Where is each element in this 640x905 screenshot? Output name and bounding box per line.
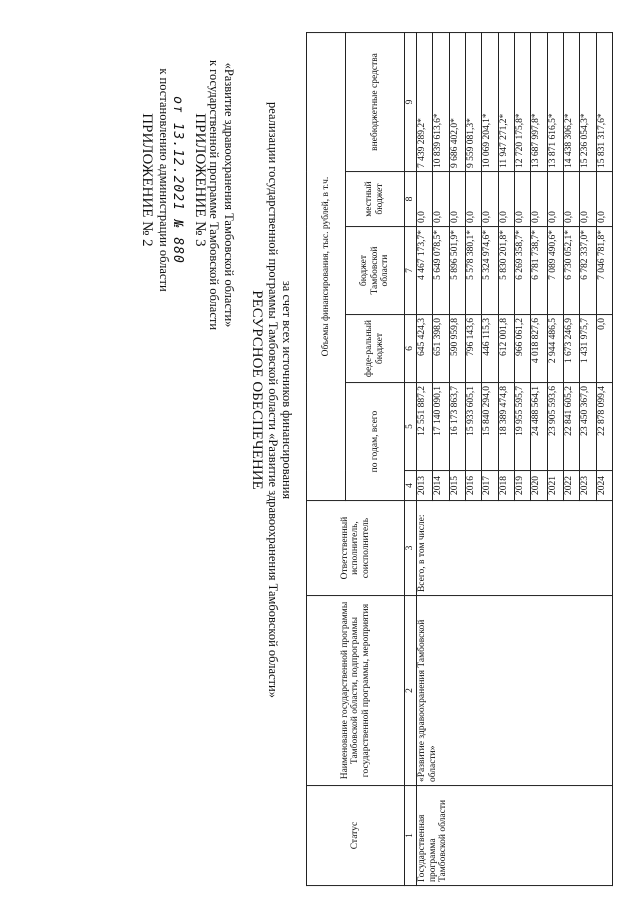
document-subtitle-funding: за счет всех источников финансирования [280, 280, 294, 500]
extrabudgetary-cell: 15 831 317,6* [596, 33, 612, 172]
year-cell: 2019 [515, 471, 531, 501]
extrabudgetary-cell: 10 839 613,6* [433, 33, 449, 172]
total-cell: 18 389 474,8 [498, 383, 514, 471]
appendix-3-title: ПРИЛОЖЕНИЕ № 3 [192, 113, 208, 247]
regional-cell: 6 269 358,7* [515, 227, 531, 315]
document-subtitle: реализации государственной программы Тамбовской области «Развитие здравоохранения Тамбовской области» [266, 102, 280, 698]
federal-cell: 446 115,3 [482, 315, 498, 383]
year-cell: 2024 [596, 471, 612, 501]
total-cell: 23 450 367,0 [580, 383, 596, 471]
col-number: 8 [404, 172, 416, 227]
col-number: 6 [404, 315, 416, 383]
regional-cell: 5 896 501,9* [449, 227, 465, 315]
regional-cell: 4 467 173,7* [417, 227, 433, 315]
header-row-top [307, 33, 346, 886]
regional-cell: 7 089 490,6* [547, 227, 563, 315]
header-local-budget: местный бюджет [345, 172, 404, 227]
header-extrabudgetary: внебюджетные средства [345, 33, 404, 172]
regional-cell: 5 830 201,8* [498, 227, 514, 315]
header-regional-budget: бюджет Тамбовской области [345, 227, 404, 315]
header-by-years: по годам, всего [345, 383, 404, 501]
col-number: 1 [404, 786, 416, 886]
extrabudgetary-cell: 12 720 175,8* [515, 33, 531, 172]
extrabudgetary-cell: 13 871 616,5* [547, 33, 563, 172]
federal-cell: 1 431 975,7 [580, 315, 596, 383]
federal-cell: 0,0 [596, 315, 612, 383]
year-cell: 2020 [531, 471, 547, 501]
year-cell: 2015 [449, 471, 465, 501]
year-cell: 2023 [580, 471, 596, 501]
decree-date-number: от 13.12.2021 № 880 [170, 96, 185, 264]
federal-cell: 4 018 827,6 [531, 315, 547, 383]
extrabudgetary-cell: 14 438 306,2* [563, 33, 579, 172]
year-cell: 2016 [466, 471, 482, 501]
regional-cell: 5 578 380,1* [466, 227, 482, 315]
local-cell: 0,0 [449, 172, 465, 227]
extrabudgetary-cell: 11 947 271,2* [498, 33, 514, 172]
year-cell: 2017 [482, 471, 498, 501]
column-number-row [404, 33, 416, 886]
resource-table [306, 32, 613, 886]
federal-cell: 1 673 246,9 [563, 315, 579, 383]
local-cell: 0,0 [482, 172, 498, 227]
resource-table-body [307, 33, 613, 886]
col-number: 7 [404, 227, 416, 315]
local-cell: 0,0 [580, 172, 596, 227]
col-number: 3 [404, 501, 416, 596]
document-title: РЕСУРСНОЕ ОБЕСПЕЧЕНИЕ [249, 290, 265, 490]
total-cell: 24 488 564,1 [531, 383, 547, 471]
program-name-cell: «Развитие здравоохранения Тамбовской области» [417, 596, 613, 786]
extrabudgetary-cell: 13 687 997,8* [531, 33, 547, 172]
federal-cell: 651 398,0 [433, 315, 449, 383]
regional-cell: 7 046 781,8* [596, 227, 612, 315]
total-cell: 22 878 099,4 [596, 383, 612, 471]
local-cell: 0,0 [547, 172, 563, 227]
col-number: 4 [404, 471, 416, 501]
local-cell: 0,0 [417, 172, 433, 227]
local-cell: 0,0 [515, 172, 531, 227]
year-cell: 2014 [433, 471, 449, 501]
federal-cell: 645 424,3 [417, 315, 433, 383]
total-cell: 12 551 887,2 [417, 383, 433, 471]
program-reference-line-1: к государственной программе Тамбовской области [207, 59, 221, 331]
total-cell: 23 905 593,6 [547, 383, 563, 471]
federal-cell: 2 944 486,5 [547, 315, 563, 383]
extrabudgetary-cell: 9 686 402,0* [449, 33, 465, 172]
extrabudgetary-cell: 7 439 289,2* [417, 33, 433, 172]
col-number: 2 [404, 596, 416, 786]
total-cell: 22 841 605,2 [563, 383, 579, 471]
total-cell: 16 173 863,7 [449, 383, 465, 471]
header-funding-volumes: Объемы финансирования, тыс. рублей, в т.ч. [307, 33, 346, 501]
federal-cell: 966 061,2 [515, 315, 531, 383]
col-number: 5 [404, 383, 416, 471]
header-executor: Ответственный исполнитель, соисполнитель [307, 501, 405, 596]
appendix-2-title: ПРИЛОЖЕНИЕ № 2 [139, 113, 155, 247]
regional-cell: 6 781 738,7* [531, 227, 547, 315]
executor-cell: Всего, в том числе: [417, 501, 613, 596]
regional-cell: 6 730 052,1* [563, 227, 579, 315]
header-federal-budget: феде-ральный бюджет [345, 315, 404, 383]
local-cell: 0,0 [433, 172, 449, 227]
federal-cell: 612 001,8 [498, 315, 514, 383]
local-cell: 0,0 [596, 172, 612, 227]
header-status: Статус [307, 786, 405, 886]
total-cell: 19 955 595,7 [515, 383, 531, 471]
local-cell: 0,0 [498, 172, 514, 227]
federal-cell: 590 959,8 [449, 315, 465, 383]
year-cell: 2018 [498, 471, 514, 501]
extrabudgetary-cell: 10 069 204,1* [482, 33, 498, 172]
program-reference-line-2: «Развитие здравоохранения Тамбовской области» [222, 62, 236, 328]
decree-reference: к постановлению администрации области [157, 68, 171, 292]
col-number: 9 [404, 33, 416, 172]
total-cell: 17 140 090,1 [433, 383, 449, 471]
federal-cell: 796 143,6 [466, 315, 482, 383]
header-program-name: Наименование государственной программы Тамбовской области, подпрограммы государственной программы, мероприятия [307, 596, 405, 786]
regional-cell: 5 324 974,6* [482, 227, 498, 315]
year-cell: 2013 [417, 471, 433, 501]
regional-cell: 6 782 337,0* [580, 227, 596, 315]
local-cell: 0,0 [466, 172, 482, 227]
extrabudgetary-cell: 9 559 081,3* [466, 33, 482, 172]
status-cell: Государственная программа Тамбовской области [417, 786, 613, 886]
local-cell: 0,0 [563, 172, 579, 227]
regional-cell: 5 649 078,5* [433, 227, 449, 315]
year-cell: 2022 [563, 471, 579, 501]
extrabudgetary-cell: 15 236 054,3* [580, 33, 596, 172]
total-cell: 15 840 294,0 [482, 383, 498, 471]
local-cell: 0,0 [531, 172, 547, 227]
year-cell: 2021 [547, 471, 563, 501]
table-row [417, 33, 433, 886]
total-cell: 15 933 605,1 [466, 383, 482, 471]
